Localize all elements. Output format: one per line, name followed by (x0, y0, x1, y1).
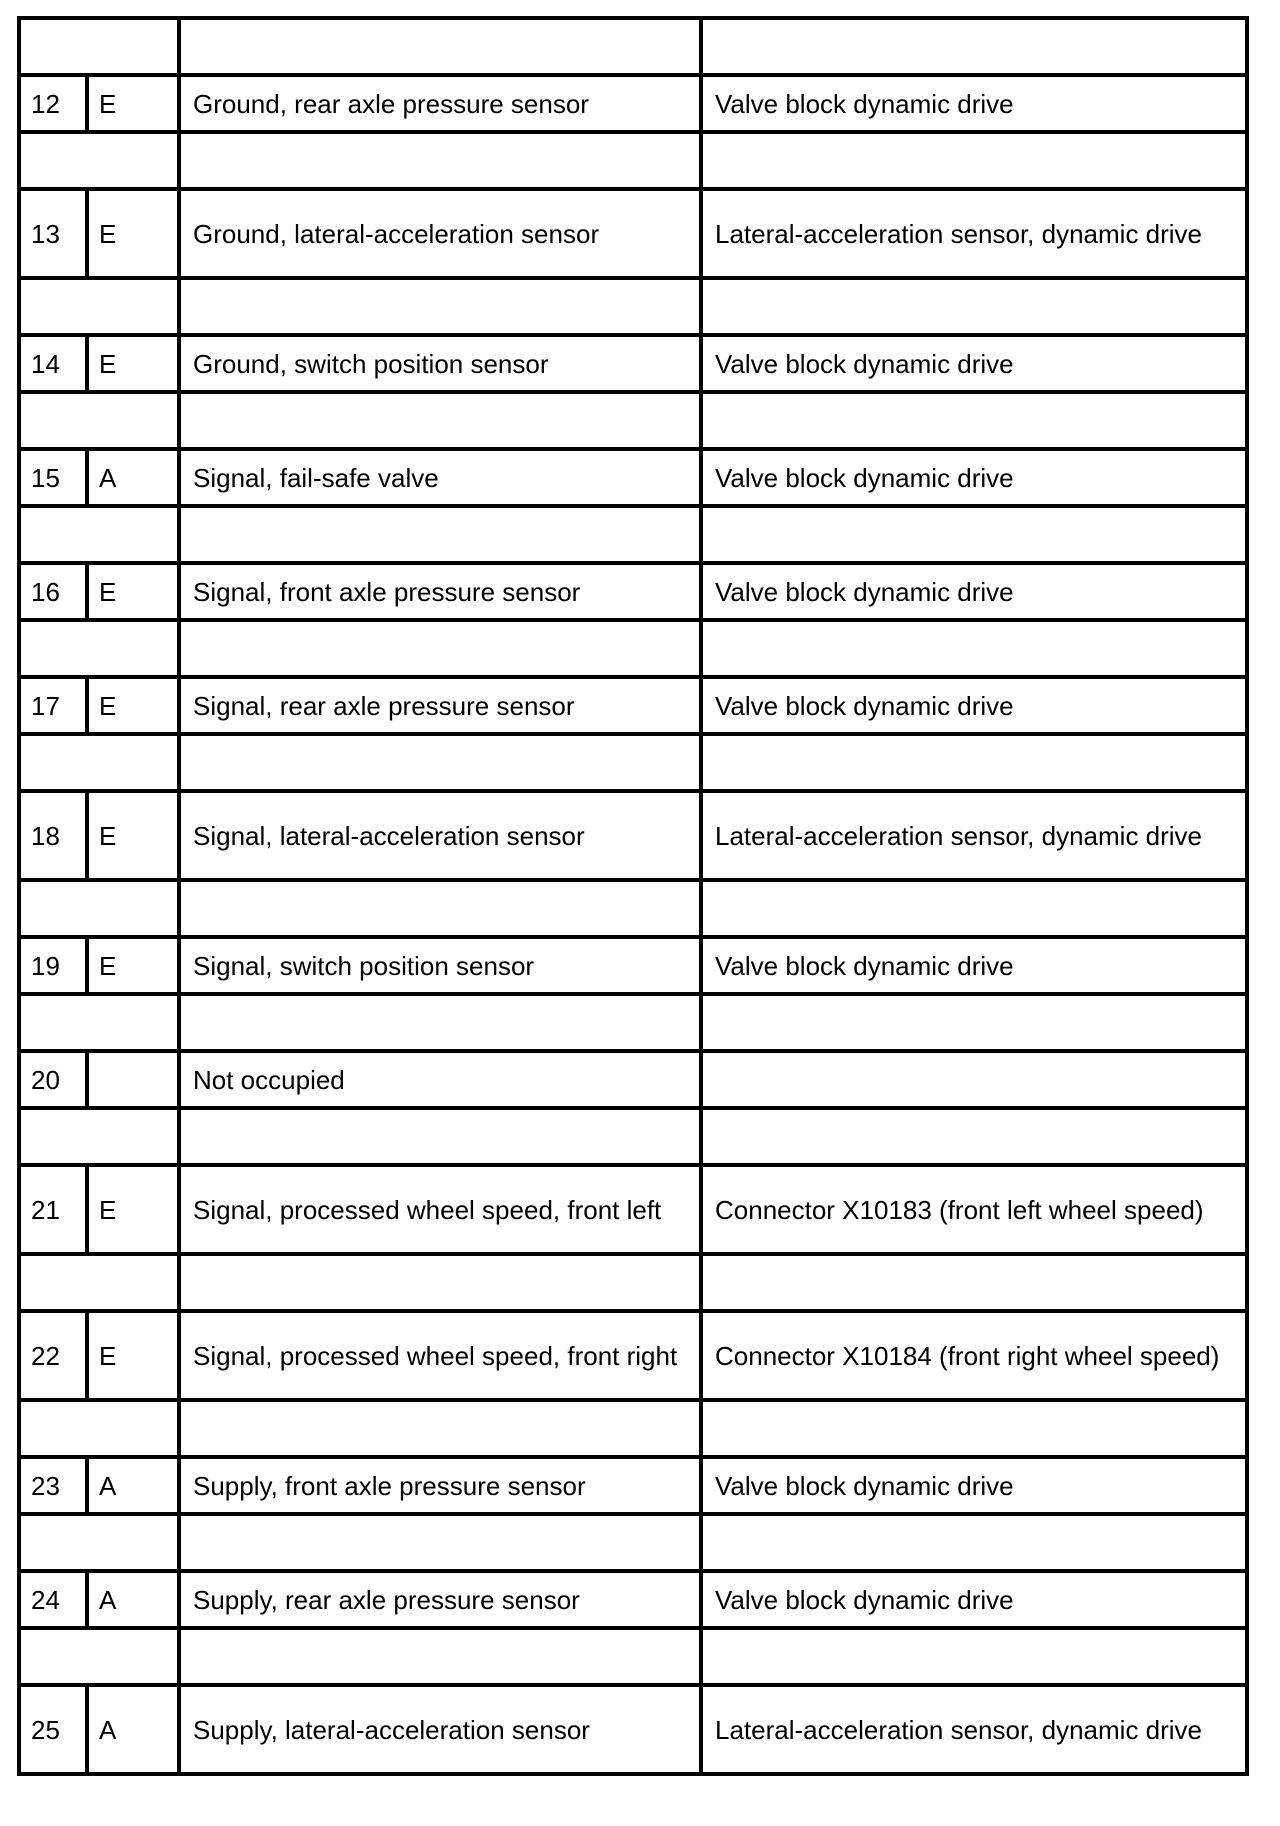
empty-cell (179, 880, 701, 937)
empty-cell (179, 506, 701, 563)
pin-description: Supply, lateral-acceleration sensor (179, 1685, 701, 1774)
empty-cell (19, 1108, 179, 1165)
empty-cell (179, 278, 701, 335)
pin-number: 23 (19, 1457, 87, 1514)
table-row (19, 189, 1247, 278)
spacer-row (19, 620, 1247, 677)
empty-cell (19, 1514, 179, 1571)
pin-number: 16 (19, 563, 87, 620)
empty-cell (19, 1254, 179, 1311)
pin-number: 22 (19, 1311, 87, 1400)
pin-number: 15 (19, 449, 87, 506)
pin-number: 13 (19, 189, 87, 278)
empty-cell (701, 392, 1247, 449)
pin-number: 18 (19, 791, 87, 880)
table-row (19, 1571, 1247, 1628)
signal-type: E (87, 1165, 179, 1254)
spacer-row (19, 1254, 1247, 1311)
empty-cell (701, 18, 1247, 75)
spacer-row (19, 1400, 1247, 1457)
pin-description: Ground, switch position sensor (179, 335, 701, 392)
pin-description: Supply, rear axle pressure sensor (179, 1571, 701, 1628)
spacer-row (19, 994, 1247, 1051)
pin-connection: Connector X10184 (front right wheel speed) (701, 1311, 1247, 1400)
table-row (19, 563, 1247, 620)
table-row (19, 1311, 1247, 1400)
signal-type: A (87, 1457, 179, 1514)
pin-connection: Valve block dynamic drive (701, 677, 1247, 734)
empty-cell (701, 278, 1247, 335)
signal-type (87, 1051, 179, 1108)
signal-type: E (87, 75, 179, 132)
pin-assignment-table (17, 16, 1249, 1776)
empty-cell (701, 1628, 1247, 1685)
empty-cell (701, 1514, 1247, 1571)
pin-description: Signal, rear axle pressure sensor (179, 677, 701, 734)
empty-cell (179, 994, 701, 1051)
pin-connection: Lateral-acceleration sensor, dynamic drive (701, 189, 1247, 278)
empty-cell (19, 1628, 179, 1685)
table-row (19, 1685, 1247, 1774)
empty-cell (701, 132, 1247, 189)
pin-connection: Valve block dynamic drive (701, 563, 1247, 620)
empty-cell (179, 18, 701, 75)
signal-type: E (87, 335, 179, 392)
signal-type: A (87, 449, 179, 506)
empty-cell (179, 1254, 701, 1311)
spacer-row (19, 880, 1247, 937)
pin-connection: Valve block dynamic drive (701, 335, 1247, 392)
empty-cell (19, 620, 179, 677)
pin-connection (701, 1051, 1247, 1108)
signal-type: E (87, 189, 179, 278)
table-row (19, 335, 1247, 392)
signal-type: E (87, 1311, 179, 1400)
empty-cell (179, 392, 701, 449)
empty-cell (19, 880, 179, 937)
table-row (19, 75, 1247, 132)
empty-cell (179, 1514, 701, 1571)
empty-cell (19, 132, 179, 189)
spacer-row (19, 18, 1247, 75)
empty-cell (19, 506, 179, 563)
empty-cell (179, 734, 701, 791)
empty-cell (701, 1400, 1247, 1457)
pin-number: 25 (19, 1685, 87, 1774)
signal-type: E (87, 677, 179, 734)
empty-cell (179, 620, 701, 677)
pin-connection: Valve block dynamic drive (701, 937, 1247, 994)
pin-connection: Connector X10183 (front left wheel speed) (701, 1165, 1247, 1254)
empty-cell (19, 18, 179, 75)
pin-number: 21 (19, 1165, 87, 1254)
empty-cell (701, 506, 1247, 563)
table-row (19, 1051, 1247, 1108)
empty-cell (179, 1108, 701, 1165)
table-row (19, 449, 1247, 506)
pin-number: 20 (19, 1051, 87, 1108)
table-row (19, 677, 1247, 734)
pin-connection: Valve block dynamic drive (701, 449, 1247, 506)
pin-description: Ground, rear axle pressure sensor (179, 75, 701, 132)
pin-number: 17 (19, 677, 87, 734)
signal-type: A (87, 1685, 179, 1774)
signal-type: A (87, 1571, 179, 1628)
signal-type: E (87, 563, 179, 620)
pin-connection: Valve block dynamic drive (701, 1571, 1247, 1628)
pin-table-body (19, 18, 1247, 1774)
spacer-row (19, 132, 1247, 189)
pin-connection: Lateral-acceleration sensor, dynamic drive (701, 1685, 1247, 1774)
empty-cell (19, 278, 179, 335)
pin-description: Signal, fail-safe valve (179, 449, 701, 506)
pin-description: Not occupied (179, 1051, 701, 1108)
empty-cell (701, 734, 1247, 791)
empty-cell (19, 1400, 179, 1457)
spacer-row (19, 392, 1247, 449)
pin-description: Signal, processed wheel speed, front right (179, 1311, 701, 1400)
empty-cell (701, 1254, 1247, 1311)
empty-cell (19, 734, 179, 791)
pin-description: Ground, lateral-acceleration sensor (179, 189, 701, 278)
spacer-row (19, 1108, 1247, 1165)
empty-cell (179, 132, 701, 189)
spacer-row (19, 734, 1247, 791)
spacer-row (19, 278, 1247, 335)
pin-connection: Valve block dynamic drive (701, 75, 1247, 132)
pin-description: Signal, lateral-acceleration sensor (179, 791, 701, 880)
pin-connection: Valve block dynamic drive (701, 1457, 1247, 1514)
empty-cell (19, 994, 179, 1051)
pin-description: Signal, switch position sensor (179, 937, 701, 994)
pin-number: 19 (19, 937, 87, 994)
pin-number: 14 (19, 335, 87, 392)
table-row (19, 1457, 1247, 1514)
pin-description: Signal, processed wheel speed, front left (179, 1165, 701, 1254)
signal-type: E (87, 791, 179, 880)
empty-cell (19, 392, 179, 449)
empty-cell (179, 1628, 701, 1685)
spacer-row (19, 1514, 1247, 1571)
table-row (19, 1165, 1247, 1254)
signal-type: E (87, 937, 179, 994)
pin-description: Supply, front axle pressure sensor (179, 1457, 701, 1514)
pin-number: 24 (19, 1571, 87, 1628)
spacer-row (19, 1628, 1247, 1685)
table-row (19, 937, 1247, 994)
empty-cell (701, 1108, 1247, 1165)
spacer-row (19, 506, 1247, 563)
empty-cell (701, 880, 1247, 937)
empty-cell (701, 994, 1247, 1051)
pin-description: Signal, front axle pressure sensor (179, 563, 701, 620)
pin-number: 12 (19, 75, 87, 132)
pin-connection: Lateral-acceleration sensor, dynamic drive (701, 791, 1247, 880)
table-row (19, 791, 1247, 880)
empty-cell (179, 1400, 701, 1457)
empty-cell (701, 620, 1247, 677)
